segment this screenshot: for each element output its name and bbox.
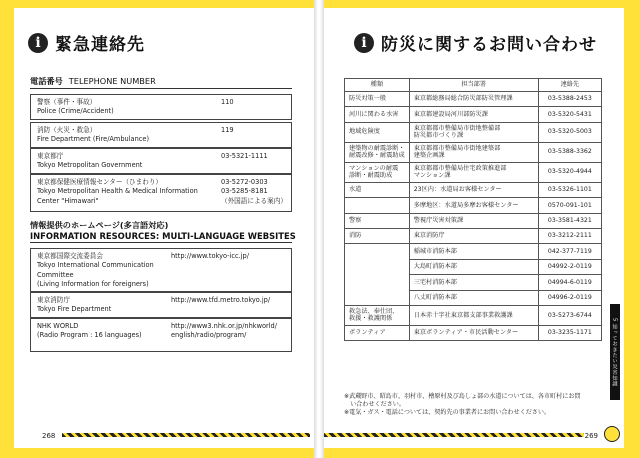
tel-cell: 04994-6-0119	[538, 275, 601, 290]
table-row	[345, 198, 602, 213]
dept-cell	[409, 182, 538, 197]
text-line: 救急法、奉仕団、	[349, 307, 399, 315]
table-row	[345, 305, 602, 325]
tel-cell: 03-5320-4944	[538, 162, 601, 182]
web-section-label-en: INFORMATION RESOURCES: MULTI-LANGUAGE WEBSITES	[30, 231, 296, 241]
table-row	[345, 122, 602, 142]
text-line: 防災対策一般	[349, 95, 387, 103]
text-line: Police (Crime/Accident)	[37, 107, 114, 116]
text-line: (Living Information for foreigners)	[37, 279, 149, 288]
text-line: Tokyo International Communication	[37, 261, 154, 270]
text-line: 日本赤十字社東京都支部事業救護課	[413, 311, 513, 319]
text-line: 八丈町消防本部	[413, 293, 457, 301]
tel-cell: 03-5326-1101	[538, 182, 601, 197]
hazard-stripe	[62, 433, 310, 437]
text-line: 東京消防庁	[413, 232, 445, 240]
dept-cell	[409, 92, 538, 107]
kind-cell	[345, 213, 410, 228]
divider	[30, 88, 292, 89]
text-line: 東京都庁	[37, 152, 64, 160]
mascot-icon	[604, 426, 620, 442]
text-line: 東京都都市整備局市街地整備部	[413, 124, 501, 132]
table-row	[345, 228, 602, 243]
tel-cell: 03-5273-6744	[538, 305, 601, 325]
tel-cell: 04996-2-0119	[538, 290, 601, 305]
column-header: 担当部署	[409, 79, 538, 92]
kind-cell	[345, 325, 410, 340]
text-line: 03-5321-1111	[221, 152, 268, 160]
table-row	[345, 325, 602, 340]
text-line: Committee	[37, 270, 74, 279]
text-line: 東京都総務局総合防災部防災管理課	[413, 95, 513, 103]
text-line: http://www.tfd.metro.tokyo.jp/	[171, 296, 271, 304]
text-line: 三宅村消防本部	[413, 278, 457, 286]
tel-cell: 0570-091-101	[538, 198, 601, 213]
text-line: 東京都国際交流委員会	[37, 252, 103, 260]
text-line: 大島町消防本部	[413, 263, 457, 271]
text-line: 地域危険度	[349, 128, 380, 136]
text-line: 診断・耐震助成	[349, 172, 393, 180]
kind-cell	[345, 107, 410, 122]
web-entry	[30, 248, 292, 292]
web-section-label-jp: 情報提供のホームページ(多言語対応)	[30, 220, 169, 230]
kind-cell	[345, 162, 410, 182]
text-line: 東京都都市整備局住宅政策推進部	[413, 164, 507, 172]
tel-cell: 03-3235-1171	[538, 325, 601, 340]
divider	[30, 242, 292, 243]
tel-cell: 03-3581-4321	[538, 213, 601, 228]
column-header: 連絡先	[538, 79, 601, 92]
phone-number	[221, 178, 287, 206]
phone-name	[37, 152, 197, 171]
tel-cell: 03-5320-5003	[538, 122, 601, 142]
text-line: （外国語による案内）	[221, 196, 287, 205]
phone-section-label: 電話番号 TELEPHONE NUMBER	[30, 76, 156, 86]
text-line: http://www3.nhk.or.jp/nhkworld/	[171, 322, 277, 330]
dept-cell	[409, 122, 538, 142]
kind-cell	[345, 228, 410, 243]
text-line: 警視庁災害対策課	[413, 216, 464, 224]
table-row	[345, 259, 602, 274]
table-header	[345, 79, 602, 92]
text-line: 東京消防庁	[37, 296, 70, 304]
dept-cell	[409, 162, 538, 182]
web-url[interactable]	[171, 322, 277, 341]
dept-cell	[409, 228, 538, 243]
text-line: 警察	[349, 216, 362, 224]
info-icon: i	[354, 33, 374, 53]
text-line: Tokyo Metropolitan Health & Medical Information	[37, 187, 198, 196]
text-line: 救援・救護関係	[349, 315, 393, 323]
left-page	[14, 8, 314, 448]
text-line: 東京ボランティア・市民活動センター	[413, 329, 519, 337]
chapter-tab: 5 知っておきたい災害知識	[610, 304, 620, 400]
dept-cell	[409, 259, 538, 274]
text-line: ボランティア	[349, 329, 386, 337]
phone-entry	[30, 122, 292, 148]
phone-name	[37, 126, 197, 145]
dept-cell	[409, 198, 538, 213]
text-line: Fire Department (Fire/Ambulance)	[37, 135, 150, 144]
dept-cell	[409, 305, 538, 325]
text-line: 警察（事件・事故）	[37, 98, 97, 106]
gutter	[314, 0, 324, 458]
text-line: 建築物の耐震診断・	[349, 144, 405, 152]
phone-entry	[30, 174, 292, 212]
right-page	[324, 8, 624, 448]
kind-cell	[345, 244, 410, 259]
table-row	[345, 244, 602, 259]
info-icon: i	[28, 33, 48, 53]
page-title: 緊急連絡先	[55, 35, 145, 55]
text-line: Tokyo Fire Department	[37, 305, 112, 314]
kind-cell	[345, 198, 410, 213]
tel-cell: 04992-2-0119	[538, 259, 601, 274]
text-line: 東京都都市整備局市街地建築部	[413, 144, 501, 152]
table-row	[345, 92, 602, 107]
text-line: 稲城市消防本部	[413, 247, 457, 255]
phone-number	[221, 98, 234, 107]
table-row	[345, 142, 602, 162]
phone-number	[221, 126, 234, 135]
kind-cell	[345, 182, 410, 197]
page-title: 防災に関するお問い合わせ	[381, 35, 597, 55]
kind-cell	[345, 275, 410, 290]
note-line: ※武蔵野市、昭島市、羽村市、檜原村及び島しょ部の水道については、各市町村にお問	[344, 393, 581, 400]
table-row	[345, 275, 602, 290]
page-number: 269	[584, 432, 598, 440]
note-line: い合わせください。	[344, 401, 405, 408]
dept-cell	[409, 142, 538, 162]
dept-cell	[409, 213, 538, 228]
web-url[interactable]	[171, 252, 249, 261]
table-row	[345, 162, 602, 182]
dept-cell	[409, 275, 538, 290]
dept-cell	[409, 107, 538, 122]
text-line: 水道	[349, 186, 362, 194]
page-number: 268	[42, 432, 56, 440]
text-line: 110	[221, 98, 234, 106]
tel-cell: 042-377-7119	[538, 244, 601, 259]
table-row	[345, 182, 602, 197]
text-line: 東京都建設局河川部防災課	[413, 110, 488, 118]
kind-cell	[345, 142, 410, 162]
web-entry	[30, 318, 292, 352]
table-row	[345, 107, 602, 122]
table-row	[345, 213, 602, 228]
dept-cell	[409, 290, 538, 305]
phone-name	[37, 98, 197, 117]
text-line: 23区内：水道局お客様センター	[413, 186, 502, 194]
note-line: ※電気・ガス・電話については、契約先の事業者にお問い合わせください。	[344, 409, 551, 416]
text-line: 消防	[349, 232, 362, 240]
phone-number	[221, 152, 268, 161]
text-line: Tokyo Metropolitan Government	[37, 161, 143, 170]
kind-cell	[345, 290, 410, 305]
text-line: english/radio/program/	[171, 331, 247, 340]
text-line: マンション課	[413, 172, 451, 180]
text-line: 119	[221, 126, 234, 134]
kind-cell	[345, 122, 410, 142]
tel-cell: 03-5388-3362	[538, 142, 601, 162]
text-line: 消防（火災・救急）	[37, 126, 97, 134]
left-heading	[28, 30, 145, 55]
hazard-stripe	[324, 433, 584, 437]
text-line: http://www.tokyo-icc.jp/	[171, 252, 249, 260]
text-line: 03-5272-0303	[221, 178, 268, 186]
text-line: Center "Himawari"	[37, 196, 99, 205]
column-header: 種類	[345, 79, 410, 92]
text-line: 多摩地区：水道局多摩お客様センター	[413, 201, 519, 209]
dept-cell	[409, 325, 538, 340]
phone-entry	[30, 94, 292, 120]
text-line: 耐震改修・耐震助成	[349, 152, 405, 160]
text-line: 03-5285-8181	[221, 187, 268, 196]
right-heading	[354, 30, 597, 55]
dept-cell	[409, 244, 538, 259]
text-line: 東京都保健医療情報センター（ひまわり）	[37, 178, 163, 186]
tel-cell: 03-5320-5431	[538, 107, 601, 122]
table-row	[345, 290, 602, 305]
tel-cell: 03-5388-2453	[538, 92, 601, 107]
tel-cell: 03-3212-2111	[538, 228, 601, 243]
text-line: 河川に関わる水害	[349, 110, 399, 118]
phone-name	[37, 178, 197, 206]
text-line: NHK WORLD	[37, 322, 79, 330]
kind-cell	[345, 259, 410, 274]
text-line: マンションの耐震	[349, 164, 399, 172]
web-entry	[30, 292, 292, 318]
contact-table	[344, 78, 602, 341]
kind-cell	[345, 92, 410, 107]
text-line: 建築企画課	[413, 152, 445, 160]
web-url[interactable]	[171, 296, 270, 305]
text-line: 防災都市づくり課	[413, 132, 464, 140]
kind-cell	[345, 305, 410, 325]
footnotes	[344, 393, 581, 417]
text-line: (Radio Program : 16 languages)	[37, 331, 142, 340]
phone-entry	[30, 148, 292, 174]
